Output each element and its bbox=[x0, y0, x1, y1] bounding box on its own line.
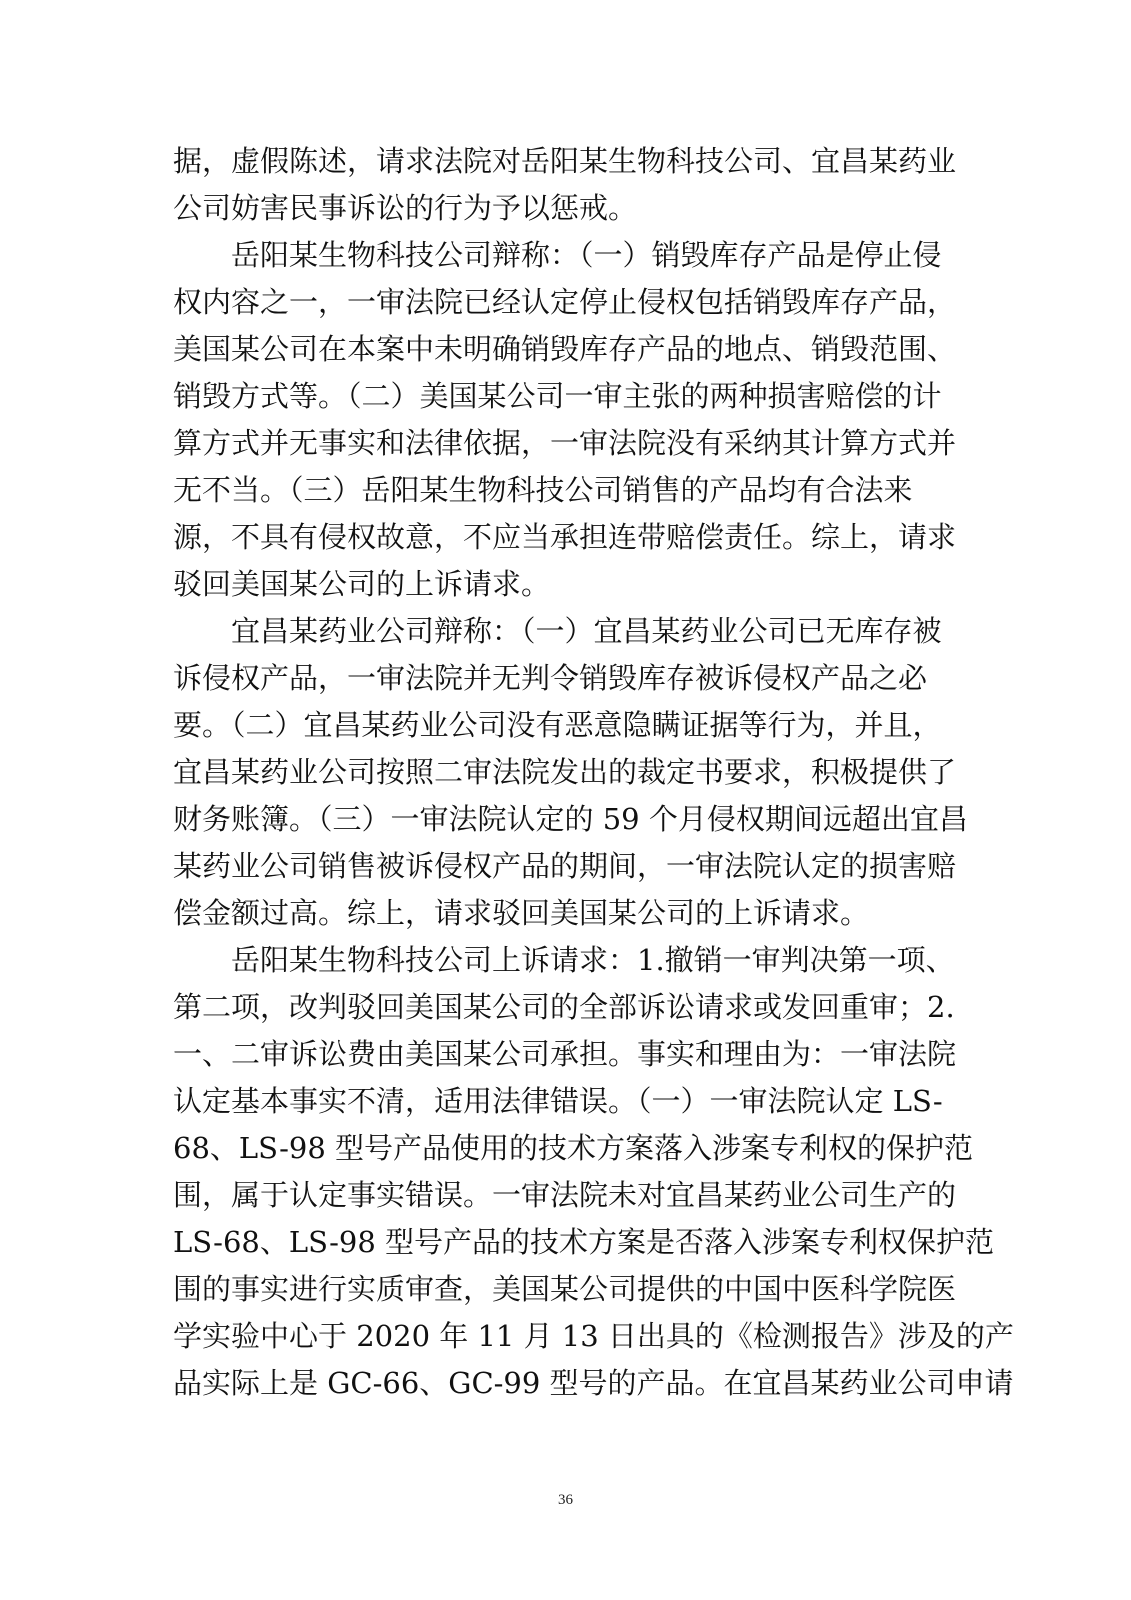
text-line: 权内容之一，一审法院已经认定停止侵权包括销毁库存产品， bbox=[173, 285, 957, 319]
text-line: 财务账簿。（三）一审法院认定的 59 个月侵权期间远超出宜昌 bbox=[173, 802, 968, 836]
text-line: 诉侵权产品，一审法院并无判令销毁库存被诉侵权产品之必 bbox=[173, 661, 928, 695]
text-line: 美国某公司在本案中未明确销毁库存产品的地点、销毁范围、 bbox=[173, 332, 957, 366]
text-line: 岳阳某生物科技公司辩称：（一）销毁库存产品是停止侵 bbox=[173, 238, 942, 272]
text-line: 围，属于认定事实错误。一审法院未对宜昌某药业公司生产的 bbox=[173, 1178, 957, 1212]
text-line: 公司妨害民事诉讼的行为予以惩戒。 bbox=[173, 191, 638, 225]
text-line: 驳回美国某公司的上诉请求。 bbox=[173, 567, 551, 601]
text-line: 要。（二）宜昌某药业公司没有恶意隐瞒证据等行为，并且， bbox=[173, 708, 942, 742]
text-line: LS-68、LS-98 型号产品的技术方案是否落入涉案专利权保护范 bbox=[173, 1225, 994, 1259]
text-line: 68、LS-98 型号产品使用的技术方案落入涉案专利权的保护范 bbox=[173, 1131, 974, 1165]
text-line: 第二项，改判驳回美国某公司的全部诉讼请求或发回重审；2. bbox=[173, 990, 955, 1024]
text-line: 一、二审诉讼费由美国某公司承担。事实和理由为：一审法院 bbox=[173, 1037, 957, 1071]
text-line: 认定基本事实不清，适用法律错误。（一）一审法院认定 LS- bbox=[173, 1084, 943, 1118]
text-line: 算方式并无事实和法律依据，一审法院没有采纳其计算方式并 bbox=[173, 426, 957, 460]
text-line: 某药业公司销售被诉侵权产品的期间，一审法院认定的损害赔 bbox=[173, 849, 957, 883]
text-line: 岳阳某生物科技公司上诉请求：1.撤销一审判决第一项、 bbox=[173, 943, 955, 977]
body-text bbox=[173, 138, 1014, 1407]
text-line: 偿金额过高。综上，请求驳回美国某公司的上诉请求。 bbox=[173, 896, 870, 930]
text-line: 销毁方式等。（二）美国某公司一审主张的两种损害赔偿的计 bbox=[173, 379, 942, 413]
text-line: 品实际上是 GC-66、GC-99 型号的产品。在宜昌某药业公司申请 bbox=[173, 1366, 1014, 1400]
page-number: 36 bbox=[558, 1492, 573, 1508]
text-line: 宜昌某药业公司按照二审法院发出的裁定书要求，积极提供了 bbox=[173, 755, 957, 789]
text-line: 学实验中心于 2020 年 11 月 13 日出具的《检测报告》涉及的产 bbox=[173, 1319, 1014, 1353]
text-line: 宜昌某药业公司辩称：（一）宜昌某药业公司已无库存被 bbox=[173, 614, 942, 648]
text-line: 无不当。（三）岳阳某生物科技公司销售的产品均有合法来 bbox=[173, 473, 913, 507]
text-line: 据，虚假陈述，请求法院对岳阳某生物科技公司、宜昌某药业 bbox=[173, 144, 957, 178]
text-line: 源，不具有侵权故意，不应当承担连带赔偿责任。综上，请求 bbox=[173, 520, 957, 554]
text-line: 围的事实进行实质审查，美国某公司提供的中国中医科学院医 bbox=[173, 1272, 957, 1306]
